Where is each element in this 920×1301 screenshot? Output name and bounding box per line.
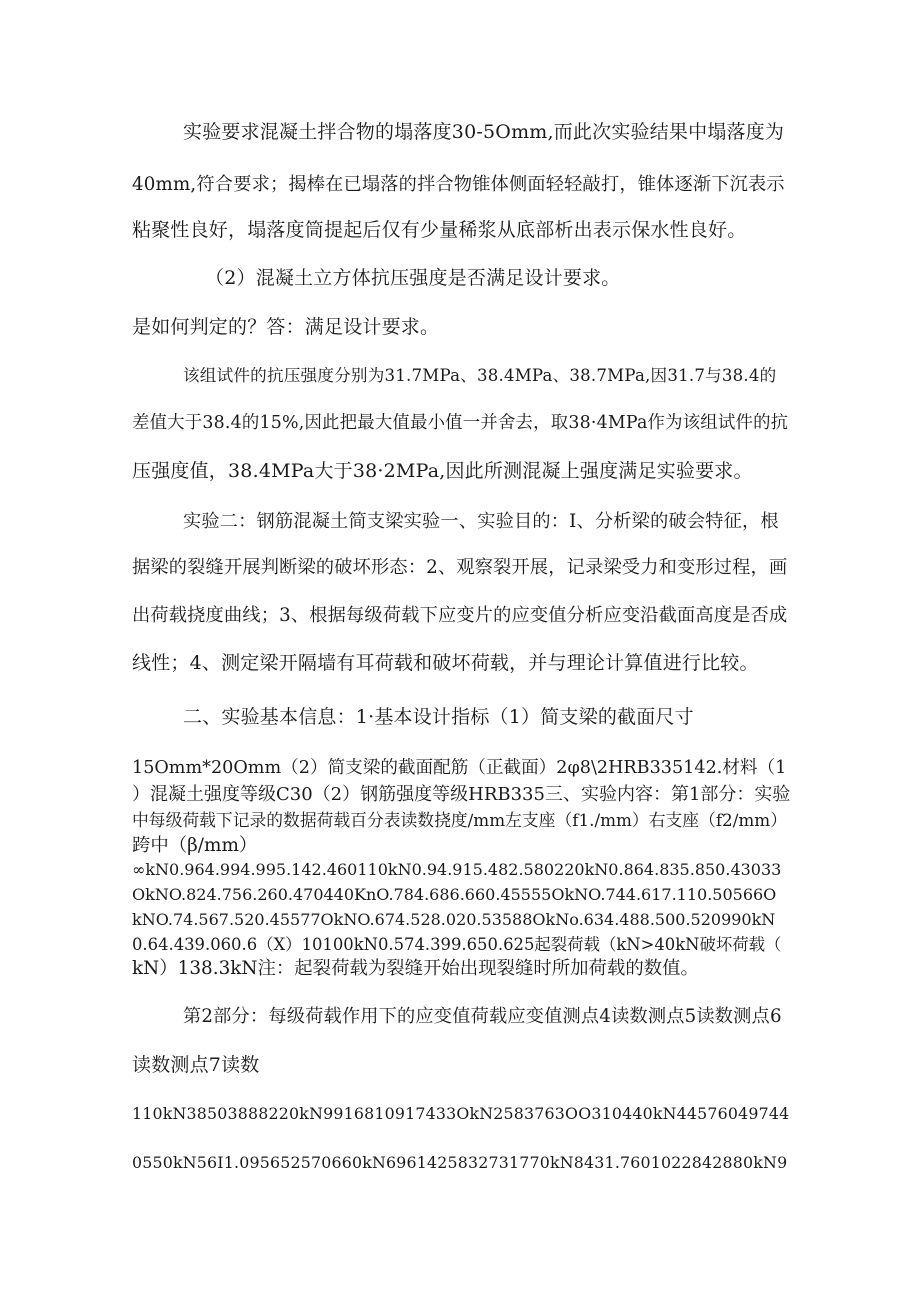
text-line: 实验要求混凝土拌合物的塌落度30-5Omm,而此次实验结果中塌落度为 [183, 121, 785, 143]
text-line: 差值大于38.4的15%,因此把最大值最小值一并舍去，取38·4MPa作为该组试件的抗 [132, 413, 789, 433]
text-line: 0550kN56I1.095652570660kN6961425832731770kN8431.7601022842880kN9 [132, 1153, 788, 1172]
text-line: 二、实验基本信息：1·基本设计指标（1）简支梁的截面尺寸 [183, 706, 694, 728]
text-line: OkNO.824.756.260.470440KnO.784.686.660.45555OkNO.744.617.110.50566O [132, 885, 777, 904]
text-line: 该组试件的抗压强度分别为31.7MPa、38.4MPa、38.7MPa,因31.7与38.4的 [183, 366, 777, 385]
text-line: kN）138.3kN注：起裂荷载为裂缝开始出现裂缝时所加荷载的数值。 [132, 958, 699, 979]
text-line: 40mm,符合要求；揭棒在已塌落的拌合物锥体侧面轻轻敲打，锥体逐渐下沉表示 [132, 174, 785, 195]
text-line: 粘聚性良好，塌落度筒提起后仅有少量稀浆从底部析出表示保水性良好。 [132, 219, 747, 241]
text-line: 110kN38503888220kN9916810917433OkN2583763OO310440kN44576049744 [132, 1104, 790, 1123]
text-line: 是如何判定的？答：满足设计要求。 [132, 316, 440, 338]
text-line: 读数测点7读数 [132, 1054, 260, 1076]
text-line: ）混凝土强度等级C30（2）钢筋强度等级HRB335三、实验内容：第1部分：实验 [132, 784, 791, 805]
text-line: （2）混凝土立方体抗压强度是否满足设计要求。 [205, 267, 621, 289]
text-line: 中每级荷载下记录的数据荷载百分表读数挠度∕mm左支座（f1./mm）右支座（f2∕mm） [132, 810, 787, 830]
text-line: kNO.74.567.520.45577OkNO.674.528.020.53588OkNo.634.488.500.520990kN [132, 910, 776, 929]
text-line: 0.64.439.060.6（X）10100kN0.574.399.650.625起裂荷载（kN>40kN破坏荷载（ [132, 935, 782, 954]
text-line: 据梁的裂缝开展判断梁的破坏形态：2、观察裂开展，记录梁受力和变形过程，画 [132, 557, 788, 578]
text-line: 压强度值，38.4MPa大于38·2MPa,因此所测混凝上强度满足实验要求。 [132, 460, 753, 482]
text-line: 出荷载挠度曲线；3、根据每级荷载下应变片的应变值分析应变沿截面高度是否成 [132, 605, 788, 626]
text-line: 第2部分：每级荷载作用下的应变值荷载应变值测点4读数测点5读数测点6 [183, 1006, 782, 1027]
text-line: 实验二：钢筋混凝土简支梁实验一、实验目的：I、分析梁的破会特征，根 [183, 511, 779, 532]
text-line: 15Omm*20Omm（2）简支梁的截面配筋（正截面）2φ8\2HRB335142.材料（1 [132, 758, 787, 778]
text-line: 跨中（β∕mm） [132, 835, 258, 856]
text-line: ∞kN0.964.994.995.142.460110kN0.94.915.482.580220kN0.864.835.850.43033 [132, 860, 782, 879]
text-line: 线性；4、测定梁开隔墙有耳荷载和破坏荷载，并与理论计算值进行比较。 [132, 652, 759, 674]
